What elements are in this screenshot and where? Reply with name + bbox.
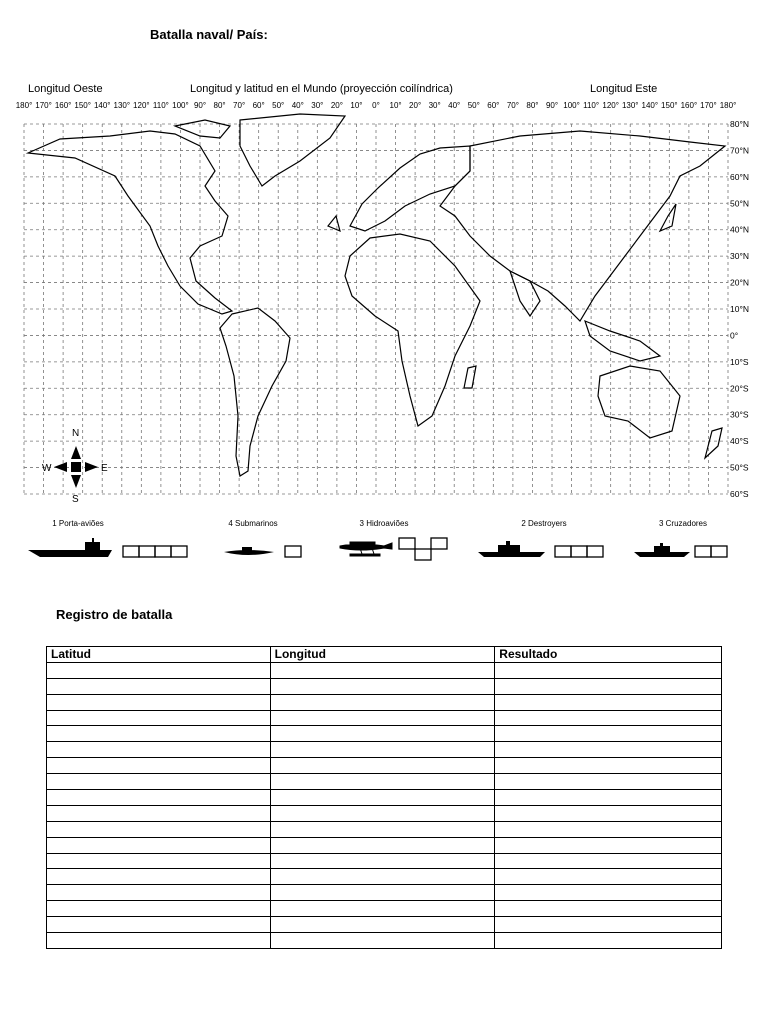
table-row	[47, 678, 722, 694]
latitude-header: Latitud	[47, 647, 271, 663]
table-cell[interactable]	[495, 837, 722, 853]
latitude-tick-label: 0°	[730, 330, 739, 341]
longitude-labels	[16, 101, 737, 110]
fleet-cell	[123, 546, 139, 557]
longitude-tick-label: 170°	[35, 101, 52, 110]
table-header-row	[47, 647, 722, 663]
fleet-cell	[571, 546, 587, 557]
fleet-legend	[0, 516, 768, 576]
table-cell[interactable]	[270, 726, 495, 742]
longitude-tick-label: 20°	[409, 101, 422, 110]
table-cell[interactable]	[495, 869, 722, 885]
fleet-cell	[431, 538, 447, 549]
fleet-cells	[123, 538, 727, 560]
table-cell[interactable]	[495, 805, 722, 821]
longitude-tick-label: 150°	[74, 101, 91, 110]
longitude-tick-label: 100°	[172, 101, 189, 110]
longitude-tick-label: 140°	[641, 101, 659, 110]
latitude-tick-label: 60°S	[730, 489, 749, 499]
compass-rose	[42, 428, 108, 505]
table-cell[interactable]	[47, 837, 271, 853]
longitude-tick-label: 120°	[133, 101, 150, 110]
table-cell[interactable]	[495, 933, 722, 949]
latitude-tick-label: 10°N	[730, 304, 749, 314]
table-row	[47, 805, 722, 821]
longitude-tick-label: 90°	[545, 101, 559, 110]
longitude-tick-label: 180°	[719, 101, 737, 110]
table-row	[47, 758, 722, 774]
britain-outline	[328, 216, 340, 231]
longitude-tick-label: 40°	[448, 101, 461, 110]
table-row	[47, 774, 722, 790]
battle-log-table	[46, 646, 722, 949]
longitude-tick-label: 80°	[526, 101, 539, 110]
latitude-tick-label: 20°N	[730, 277, 749, 288]
table-cell[interactable]	[270, 774, 495, 790]
fleet-cell	[415, 549, 431, 560]
fleet-label: 1 Porta-aviões	[52, 519, 104, 528]
latitude-tick-label: 30°S	[730, 409, 749, 420]
table-row	[47, 710, 722, 726]
compass-south: S	[72, 494, 79, 505]
table-cell[interactable]	[47, 758, 271, 774]
table-cell[interactable]	[495, 901, 722, 917]
latitude-tick-label: 50°N	[730, 198, 749, 209]
table-cell[interactable]	[495, 694, 722, 710]
africa-outline	[345, 234, 480, 426]
table-row	[47, 853, 722, 869]
world-map	[0, 76, 768, 516]
southeast-asia-outline	[585, 321, 660, 361]
longitude-tick-label: 30°	[428, 101, 441, 110]
table-row	[47, 869, 722, 885]
table-cell[interactable]	[495, 742, 722, 758]
fleet-label: 2 Destroyers	[521, 519, 567, 528]
latitude-tick-label: 20°S	[730, 383, 749, 394]
latitude-tick-label: 60°N	[730, 171, 749, 182]
table-cell[interactable]	[47, 710, 271, 726]
compass-north: N	[72, 428, 80, 439]
world-map-canvas	[0, 76, 768, 516]
table-cell[interactable]	[270, 869, 495, 885]
longitude-tick-label: 80°	[213, 101, 226, 110]
table-row	[47, 662, 722, 678]
table-cell[interactable]	[270, 821, 495, 837]
table-cell[interactable]	[47, 742, 271, 758]
result-header: Resultado	[495, 647, 722, 663]
table-cell[interactable]	[47, 901, 271, 917]
table-cell[interactable]	[270, 710, 495, 726]
longitude-tick-label: 150°	[661, 101, 678, 110]
coordinate-grid	[24, 124, 728, 494]
table-cell[interactable]	[270, 885, 495, 901]
fleet-label: 4 Submarinos	[228, 519, 278, 528]
longitude-tick-label: 70°	[233, 101, 246, 110]
south-america-outline	[220, 308, 290, 476]
table-cell[interactable]	[270, 694, 495, 710]
table-cell[interactable]	[47, 662, 271, 678]
fleet-labels	[52, 519, 707, 528]
table-cell[interactable]	[495, 790, 722, 806]
cruiser-icon	[634, 543, 690, 557]
table-cell[interactable]	[270, 933, 495, 949]
fleet-cell	[155, 546, 171, 557]
table-cell[interactable]	[47, 694, 271, 710]
europe-outline	[350, 146, 470, 231]
table-cell[interactable]	[270, 901, 495, 917]
table-cell[interactable]	[270, 853, 495, 869]
longitude-tick-label: 90°	[193, 101, 207, 110]
fleet-cell	[587, 546, 603, 557]
longitude-tick-label: 100°	[563, 101, 580, 110]
table-cell[interactable]	[495, 710, 722, 726]
longitude-tick-label: 50°	[467, 101, 480, 110]
table-row	[47, 790, 722, 806]
longitude-tick-label: 20°	[330, 101, 343, 110]
table-cell[interactable]	[47, 885, 271, 901]
table-cell[interactable]	[47, 821, 271, 837]
battle-log-title: Registro de batalla	[56, 607, 173, 622]
latitude-tick-label: 40°S	[730, 436, 749, 447]
longitude-tick-label: 160°	[54, 101, 72, 110]
table-cell[interactable]	[495, 726, 722, 742]
fleet-cell	[711, 546, 727, 557]
table-cell[interactable]	[47, 790, 271, 806]
longitude-tick-label: 140°	[93, 101, 111, 110]
arctic-islands-outline	[175, 120, 230, 138]
fleet-label: 3 Hidroaviões	[359, 519, 409, 528]
submarine-icon	[224, 547, 274, 555]
table-row	[47, 901, 722, 917]
fleet-cell	[555, 546, 571, 557]
table-row	[47, 726, 722, 742]
table-row	[47, 885, 722, 901]
table-cell[interactable]	[495, 774, 722, 790]
table-row	[47, 694, 722, 710]
table-cell[interactable]	[495, 821, 722, 837]
table-cell[interactable]	[47, 853, 271, 869]
latitude-tick-label: 70°N	[730, 145, 749, 156]
aircraft-carrier-icon	[28, 538, 112, 557]
asia-outline	[440, 131, 725, 321]
west-longitude-label: Longitud Oeste	[28, 83, 103, 95]
table-cell[interactable]	[495, 662, 722, 678]
longitude-tick-label: 10°	[389, 101, 402, 110]
longitude-tick-label: 30°	[311, 101, 324, 110]
fleet-cell	[399, 538, 415, 549]
table-cell[interactable]	[47, 933, 271, 949]
compass-east: E	[101, 463, 108, 474]
new-zealand-outline	[705, 428, 722, 458]
longitude-tick-label: 110°	[152, 101, 169, 110]
table-cell[interactable]	[47, 678, 271, 694]
table-cell[interactable]	[270, 678, 495, 694]
table-row	[47, 837, 722, 853]
longitude-tick-label: 120°	[602, 101, 619, 110]
longitude-tick-label: 110°	[583, 101, 600, 110]
fleet-legend-canvas	[0, 516, 768, 576]
japan-outline	[660, 204, 676, 231]
map-title: Longitud y latitud en el Mundo (proyección coilíndrica)	[190, 83, 453, 95]
table-cell[interactable]	[270, 837, 495, 853]
east-longitude-label: Longitud Este	[590, 83, 658, 95]
table-cell[interactable]	[495, 917, 722, 933]
longitude-tick-label: 60°	[487, 101, 500, 110]
table-cell[interactable]	[270, 805, 495, 821]
longitude-tick-label: 50°	[272, 101, 285, 110]
latitude-labels	[730, 119, 749, 499]
table-cell[interactable]	[495, 885, 722, 901]
table-cell[interactable]	[270, 917, 495, 933]
destroyer-icon	[478, 541, 545, 557]
table-cell[interactable]	[47, 726, 271, 742]
longitude-tick-label: 160°	[680, 101, 698, 110]
fleet-cell	[171, 546, 187, 557]
fleet-cell	[139, 546, 155, 557]
longitude-tick-label: 40°	[291, 101, 304, 110]
page-title: Batalla naval/ País:	[150, 27, 268, 42]
fleet-cell	[695, 546, 711, 557]
latitude-tick-label: 50°S	[730, 462, 749, 473]
latitude-tick-label: 40°N	[730, 224, 749, 235]
table-cell[interactable]	[47, 805, 271, 821]
north-america-outline	[28, 131, 232, 314]
longitude-tick-label: 130°	[621, 101, 639, 110]
table-cell[interactable]	[270, 790, 495, 806]
longitude-tick-label: 10°	[350, 101, 363, 110]
latitude-tick-label: 10°S	[730, 356, 749, 367]
latitude-tick-label: 30°N	[730, 251, 749, 262]
greenland-outline	[240, 114, 345, 186]
latitude-tick-label: 80°N	[730, 119, 749, 129]
longitude-tick-label: 180°	[15, 101, 33, 110]
continent-outlines	[28, 114, 725, 476]
compass-west: W	[42, 463, 52, 474]
table-cell[interactable]	[270, 742, 495, 758]
longitude-tick-label: 60°	[252, 101, 265, 110]
longitude-header: Longitud	[270, 647, 495, 663]
table-cell[interactable]	[495, 758, 722, 774]
fleet-label: 3 Cruzadores	[658, 519, 708, 528]
longitude-tick-label: 170°	[700, 101, 717, 110]
longitude-tick-label: 70°	[506, 101, 519, 110]
table-cell[interactable]	[47, 917, 271, 933]
longitude-tick-label: 0°	[372, 101, 380, 110]
madagascar-outline	[464, 366, 476, 388]
longitude-tick-label: 130°	[113, 101, 131, 110]
table-row	[47, 821, 722, 837]
table-cell[interactable]	[47, 774, 271, 790]
table-row	[47, 933, 722, 949]
table-cell[interactable]	[47, 869, 271, 885]
table-cell[interactable]	[270, 758, 495, 774]
seaplane-icon	[340, 542, 392, 556]
fleet-cell	[285, 546, 301, 557]
table-row	[47, 917, 722, 933]
table-cell[interactable]	[495, 853, 722, 869]
table-cell[interactable]	[270, 662, 495, 678]
table-cell[interactable]	[495, 678, 722, 694]
table-row	[47, 742, 722, 758]
